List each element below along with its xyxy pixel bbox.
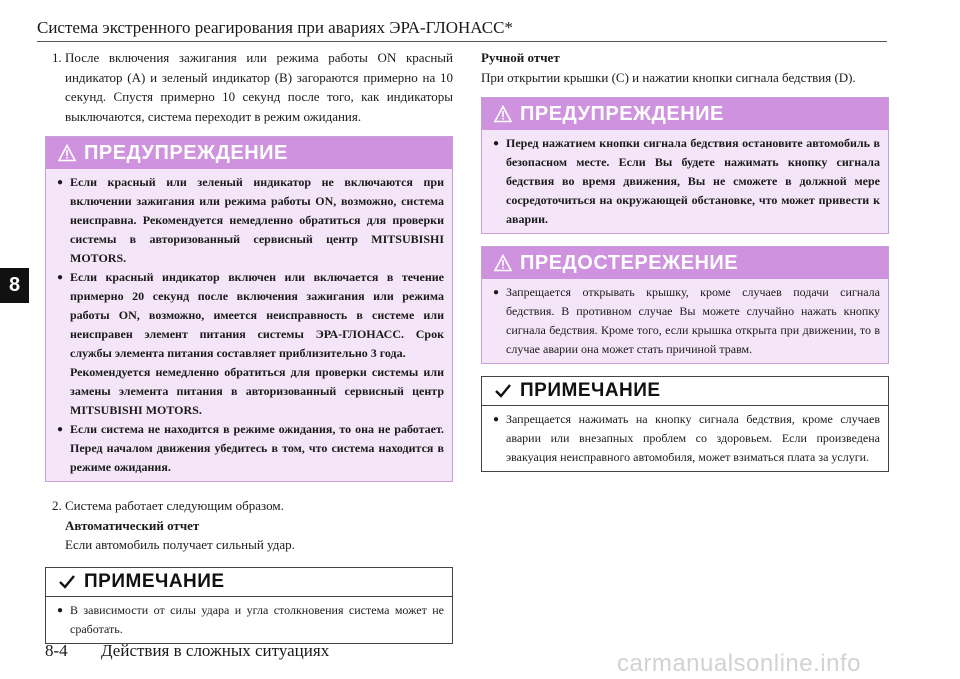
manual-report-heading: Ручной отчет (481, 50, 560, 65)
warning-triangle-icon (494, 254, 512, 272)
note-bullet: ● Запрещается нажимать на кнопку сигнала бедствия, кроме случаев аварии или внезапных проблем со здоровьем. Если произведена эвакуация неисправного автомобиля, может взиматься плата за услуги. (492, 410, 880, 467)
page-number: 8-4 (45, 641, 68, 660)
warning-bullet: ● Если красный или зеленый индикатор не включаются при включении зажигания или режима работы ON, возможно, система неисправна. Рекомендуется немедленно обратиться для проверки системы в авторизованный сервисный центр MITSUBISHI MOTORS. (56, 173, 444, 268)
caution-heading: ПРЕДОСТЕРЕЖЕНИЕ (520, 251, 739, 274)
warning-body (482, 130, 888, 233)
header-title: Система экстренного реагирования при авариях ЭРА-ГЛОНАСС* (37, 18, 513, 37)
step-2-text: Система работает следующим образом. (65, 498, 284, 513)
caution-box (481, 246, 889, 364)
caution-body (482, 279, 888, 363)
step-1-number: 1. (52, 50, 62, 65)
warning-bullet-continuation: Рекомендуется немедленно обратиться для проверки системы или замены элемента питания в авторизованный сервисный центр MITSUBISHI MOTORS. (70, 365, 444, 417)
note-body (482, 406, 888, 471)
manual-report-text: При открытии крышки (C) и нажатии кнопки сигнала бедствия (D). (481, 69, 856, 85)
step-2 (45, 496, 453, 555)
watermark: carmanualsonline.info (617, 650, 861, 677)
warning-body (46, 169, 452, 481)
caution-header (482, 247, 888, 279)
warning-bullet: ● Если система не находится в режиме ожидания, то она не работает. Перед началом движения убедитесь в том, что система находится в режиме ожидания. (56, 420, 444, 477)
warning-bullet: ● Перед нажатием кнопки сигнала бедствия остановите автомобиль в безопасном месте. Если Вы будете нажимать кнопку сигнала бедствия во время движения, Вы не сможете в должной мере сосредоточиться на окружающей обстановке, что может привести к аварии. (492, 134, 880, 229)
warning-box (45, 136, 453, 482)
note-heading: ПРИМЕЧАНИЕ (520, 380, 661, 401)
checkmark-icon (494, 382, 512, 400)
caution-bullet: ● Запрещается открывать крышку, кроме случаев подачи сигнала бедствия. В противном случае Вы можете случайно нажать кнопку сигнала бедствия. Кроме того, если крышка открыта при движении, то в случае аварии она может стать причиной травм. (492, 283, 880, 359)
warning-heading: ПРЕДУПРЕЖДЕНИЕ (520, 102, 724, 125)
note-box (481, 376, 889, 472)
step-2-number: 2. (52, 498, 62, 513)
warning-heading: ПРЕДУПРЕЖДЕНИЕ (84, 141, 288, 164)
chapter-tab: 8 (0, 268, 29, 303)
warning-box (481, 97, 889, 234)
step-1-text: После включения зажигания или режима работы ON красный индикатор (A) и зеленый индикатор (B) загораются примерно на 10 секунд. Спустя примерно 10 секунд после того, как индикаторы выключаются, система переходит в режим ожидания. (65, 50, 453, 124)
warning-header (46, 137, 452, 169)
right-column (481, 48, 889, 472)
warning-bullet: ● Если красный индикатор включен или включается в течение примерно 20 секунд после включения зажигания или режима работы ON, возможно, имеется неисправность в системе или неисправен элемент питания системы ЭРА-ГЛОНАСС. Срок службы элемента питания составляет приблизительно 3 года. (56, 268, 444, 363)
step-1 (45, 48, 453, 126)
automatic-report-text: Если автомобиль получает сильный удар. (65, 537, 295, 552)
left-column (45, 48, 453, 644)
automatic-report-heading: Автоматический отчет (65, 517, 200, 533)
page-header (37, 3, 887, 42)
note-bullet: ● В зависимости от силы удара и угла столкновения система может не сработать. (56, 601, 444, 639)
checkmark-icon (58, 573, 76, 591)
warning-triangle-icon (494, 105, 512, 123)
warning-header (482, 98, 888, 130)
note-header (46, 568, 452, 597)
note-header (482, 377, 888, 406)
note-heading: ПРИМЕЧАНИЕ (84, 570, 225, 592)
note-box (45, 567, 453, 644)
note-body (46, 597, 452, 643)
section-title: Действия в сложных ситуациях (101, 641, 330, 660)
warning-triangle-icon (58, 144, 76, 162)
